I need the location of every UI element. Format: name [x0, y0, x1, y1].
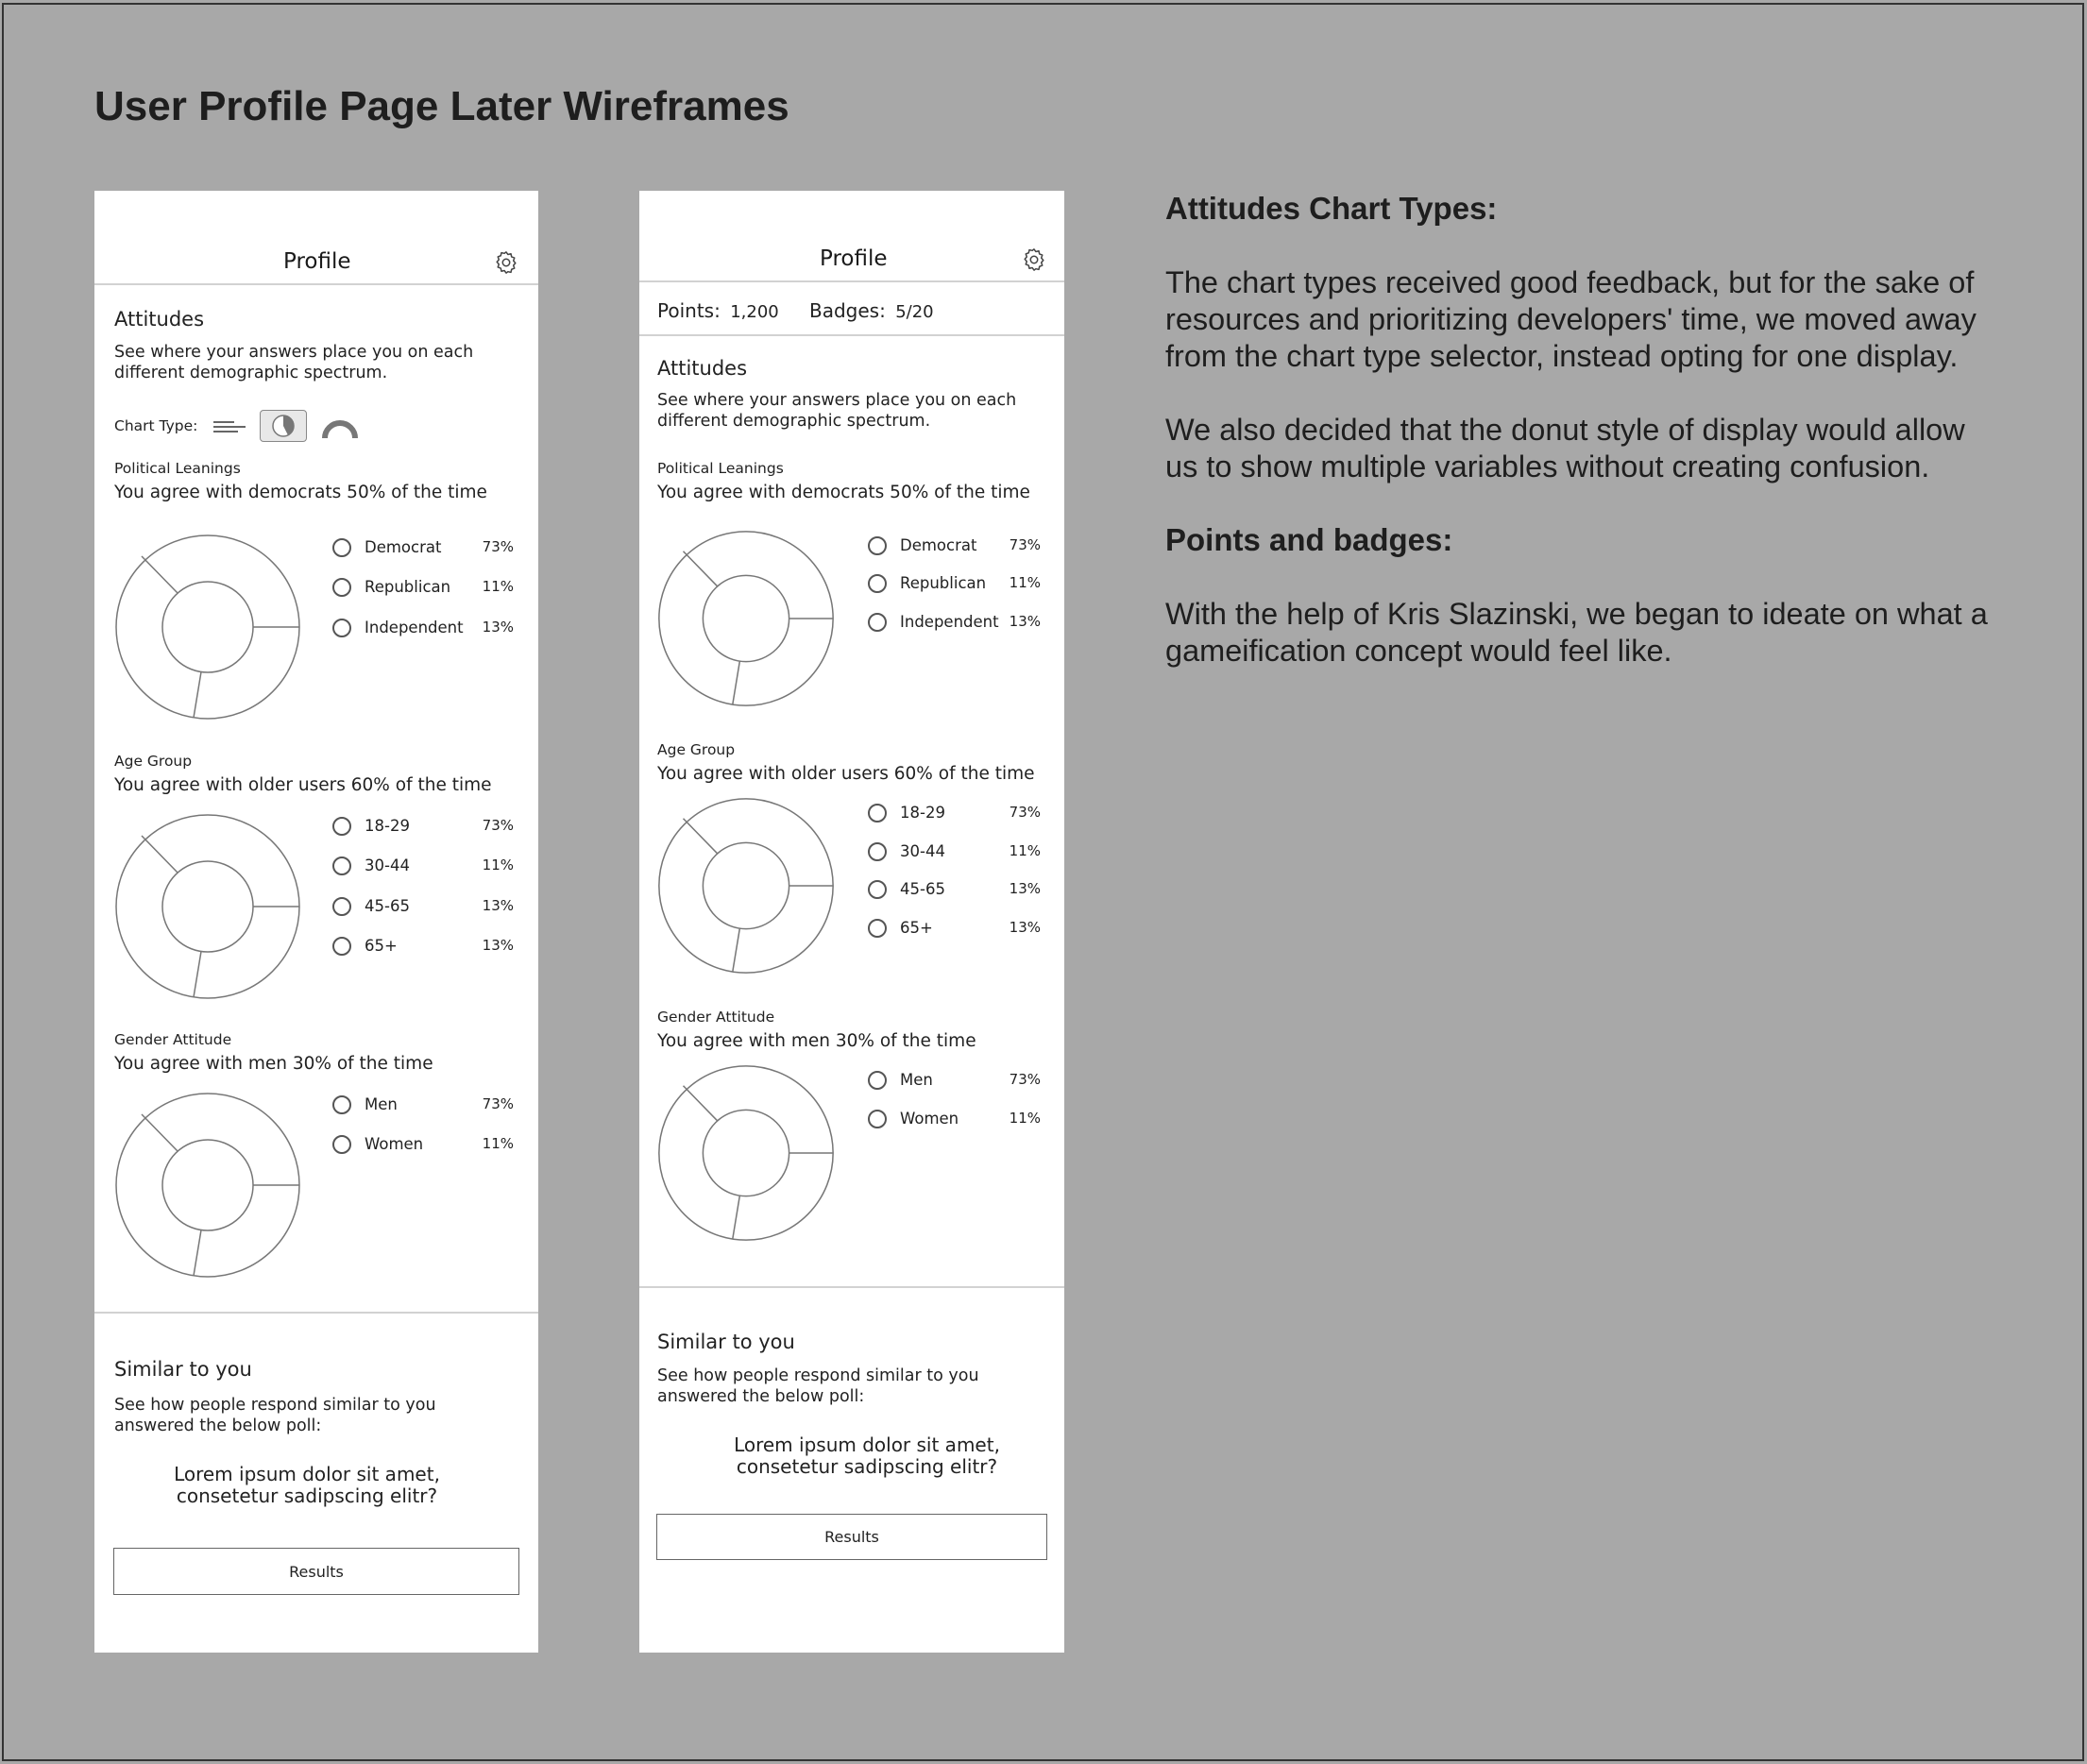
profile-title: Profile — [283, 249, 351, 274]
group-label-age: Age Group — [114, 753, 193, 770]
age-donut-chart — [113, 812, 302, 1001]
legend-row[interactable] — [332, 815, 514, 838]
political-donut-chart — [113, 533, 302, 721]
page-title: User Profile Page Later Wireframes — [94, 83, 789, 129]
group-label-age: Age Group — [657, 741, 736, 758]
legend-row[interactable] — [868, 534, 1041, 557]
attitudes-description: See where your answers place you on each different demographic spectrum. — [114, 343, 474, 382]
radio-button[interactable] — [332, 619, 351, 637]
poll-question: Lorem ipsum dolor sit amet, consetetur sadipscing elitr? — [734, 1433, 1000, 1478]
legend-row[interactable] — [332, 536, 514, 559]
legend-row[interactable] — [332, 1094, 514, 1116]
legend-label: Republican — [900, 574, 987, 592]
age-donut-chart — [656, 796, 836, 975]
legend-label: Women — [900, 1110, 959, 1128]
radio-button[interactable] — [332, 1095, 351, 1114]
attitudes-title: Attitudes — [114, 308, 205, 331]
legend-label: 18-29 — [365, 817, 410, 835]
legend-percent: 11% — [482, 1135, 514, 1152]
stats-divider — [639, 334, 1064, 336]
group-desc-political: You agree with democrats 50% of the time — [114, 483, 487, 502]
legend-label: Republican — [365, 578, 451, 596]
legend-percent: 73% — [482, 1095, 514, 1112]
header-divider — [94, 283, 538, 285]
radio-button[interactable] — [332, 857, 351, 875]
points-stat — [657, 299, 779, 322]
attitudes-title: Attitudes — [657, 357, 748, 380]
legend-label: 30-44 — [900, 842, 945, 860]
legend-label: Independent — [900, 613, 999, 631]
points-badges-paragraph: With the help of Kris Slazinski, we began to ideate on what a gameification concept would feel like. — [1165, 597, 1988, 668]
radio-button[interactable] — [332, 897, 351, 916]
legend-percent: 73% — [1009, 804, 1041, 821]
section-divider — [94, 1312, 538, 1314]
legend-percent: 13% — [1009, 880, 1041, 897]
points-value: 1,200 — [730, 302, 779, 322]
radio-button[interactable] — [868, 536, 887, 555]
chart-type-label: Chart Type: — [114, 417, 198, 434]
profile-title: Profile — [820, 246, 888, 271]
arc-gauge-icon[interactable] — [319, 412, 361, 442]
notes-panel — [1165, 191, 1996, 706]
radio-button[interactable] — [868, 919, 887, 938]
legend-percent: 13% — [482, 619, 514, 636]
group-desc-age: You agree with older users 60% of the time — [114, 775, 492, 795]
legend-row[interactable] — [332, 1133, 514, 1156]
legend-row[interactable] — [868, 917, 1041, 940]
group-desc-political: You agree with democrats 50% of the time — [657, 483, 1030, 502]
radio-button[interactable] — [868, 613, 887, 632]
legend-percent: 11% — [482, 857, 514, 874]
political-donut-chart — [656, 529, 836, 708]
legend-label: Men — [365, 1095, 398, 1113]
legend-row[interactable] — [332, 576, 514, 599]
gender-donut-chart — [113, 1091, 302, 1280]
poll-question: Lorem ipsum dolor sit amet, consetetur sadipscing elitr? — [174, 1463, 440, 1507]
chart-types-heading: Attitudes Chart Types: — [1165, 191, 1498, 226]
legend-row[interactable] — [868, 1108, 1041, 1130]
radio-button[interactable] — [868, 1071, 887, 1090]
legend-row[interactable] — [332, 617, 514, 639]
attitudes-description: See where your answers place you on each different demographic spectrum. — [657, 391, 1017, 431]
legend-label: 65+ — [365, 937, 398, 955]
radio-button[interactable] — [332, 1135, 351, 1154]
radio-button[interactable] — [332, 538, 351, 557]
pie-chart-type-button[interactable] — [260, 410, 307, 442]
legend-label: Democrat — [900, 536, 977, 554]
chart-types-paragraph-1: The chart types received good feedback, but for the sake of resources and prioritizing developers' time, we moved away from the chart type selector, instead opting for one display. — [1165, 265, 1977, 373]
radio-button[interactable] — [868, 880, 887, 899]
legend-label: Women — [365, 1135, 424, 1153]
legend-row[interactable] — [332, 895, 514, 918]
points-badges-heading: Points and badges: — [1165, 522, 1453, 557]
legend-percent: 73% — [482, 538, 514, 555]
legend-percent: 13% — [482, 937, 514, 954]
legend-percent: 11% — [1009, 1110, 1041, 1127]
legend-row[interactable] — [868, 611, 1041, 634]
legend-percent: 73% — [1009, 1071, 1041, 1088]
legend-label: 65+ — [900, 919, 933, 937]
points-label: Points: — [657, 299, 721, 322]
legend-row[interactable] — [868, 572, 1041, 595]
similar-title: Similar to you — [657, 1331, 795, 1353]
gender-donut-chart — [656, 1063, 836, 1243]
radio-button[interactable] — [332, 578, 351, 597]
gear-icon[interactable] — [1021, 246, 1047, 273]
radio-button[interactable] — [868, 804, 887, 823]
legend-row[interactable] — [868, 802, 1041, 824]
group-label-political: Political Leanings — [114, 460, 241, 477]
similar-description: See how people respond similar to you answered the below poll: — [114, 1396, 436, 1435]
badges-label: Badges: — [809, 299, 886, 322]
legend-percent: 11% — [1009, 842, 1041, 859]
bar-lines-icon[interactable] — [213, 419, 246, 434]
badges-value: 5/20 — [895, 302, 934, 322]
results-button[interactable]: Results — [656, 1514, 1047, 1560]
legend-label: 45-65 — [365, 897, 410, 915]
legend-row[interactable] — [332, 855, 514, 877]
legend-percent: 73% — [482, 817, 514, 834]
legend-label: Independent — [365, 619, 464, 636]
legend-percent: 13% — [1009, 613, 1041, 630]
radio-button[interactable] — [332, 817, 351, 836]
section-divider — [639, 1286, 1064, 1288]
wireframe-phone-1 — [94, 191, 538, 1653]
group-label-gender: Gender Attitude — [657, 1009, 775, 1026]
results-button[interactable]: Results — [113, 1548, 519, 1595]
radio-button[interactable] — [332, 937, 351, 956]
legend-percent: 11% — [482, 578, 514, 595]
legend-row[interactable] — [868, 840, 1041, 863]
group-desc-age: You agree with older users 60% of the time — [657, 764, 1035, 784]
group-label-political: Political Leanings — [657, 460, 784, 477]
legend-percent: 13% — [482, 897, 514, 914]
legend-percent: 11% — [1009, 574, 1041, 591]
radio-button[interactable] — [868, 842, 887, 861]
chart-types-paragraph-2: We also decided that the donut style of display would allow us to show multiple variables without creating confusion. — [1165, 413, 1965, 483]
pie-icon — [261, 411, 308, 443]
legend-row[interactable] — [868, 878, 1041, 901]
gear-icon[interactable] — [493, 249, 519, 276]
similar-description: See how people respond similar to you answered the below poll: — [657, 1366, 979, 1406]
legend-label: 45-65 — [900, 880, 945, 898]
radio-button[interactable] — [868, 1110, 887, 1128]
radio-button[interactable] — [868, 574, 887, 593]
legend-label: 30-44 — [365, 857, 410, 874]
group-desc-gender: You agree with men 30% of the time — [114, 1054, 433, 1074]
badges-stat — [809, 299, 934, 322]
legend-label: Democrat — [365, 538, 442, 556]
legend-percent: 13% — [1009, 919, 1041, 936]
legend-label: Men — [900, 1071, 933, 1089]
group-label-gender: Gender Attitude — [114, 1031, 232, 1048]
header-divider — [639, 280, 1064, 282]
legend-label: 18-29 — [900, 804, 945, 822]
legend-percent: 73% — [1009, 536, 1041, 553]
legend-row[interactable] — [332, 935, 514, 958]
wireframe-phone-2 — [639, 191, 1064, 1653]
legend-row[interactable] — [868, 1069, 1041, 1092]
group-desc-gender: You agree with men 30% of the time — [657, 1031, 976, 1051]
similar-title: Similar to you — [114, 1358, 252, 1381]
